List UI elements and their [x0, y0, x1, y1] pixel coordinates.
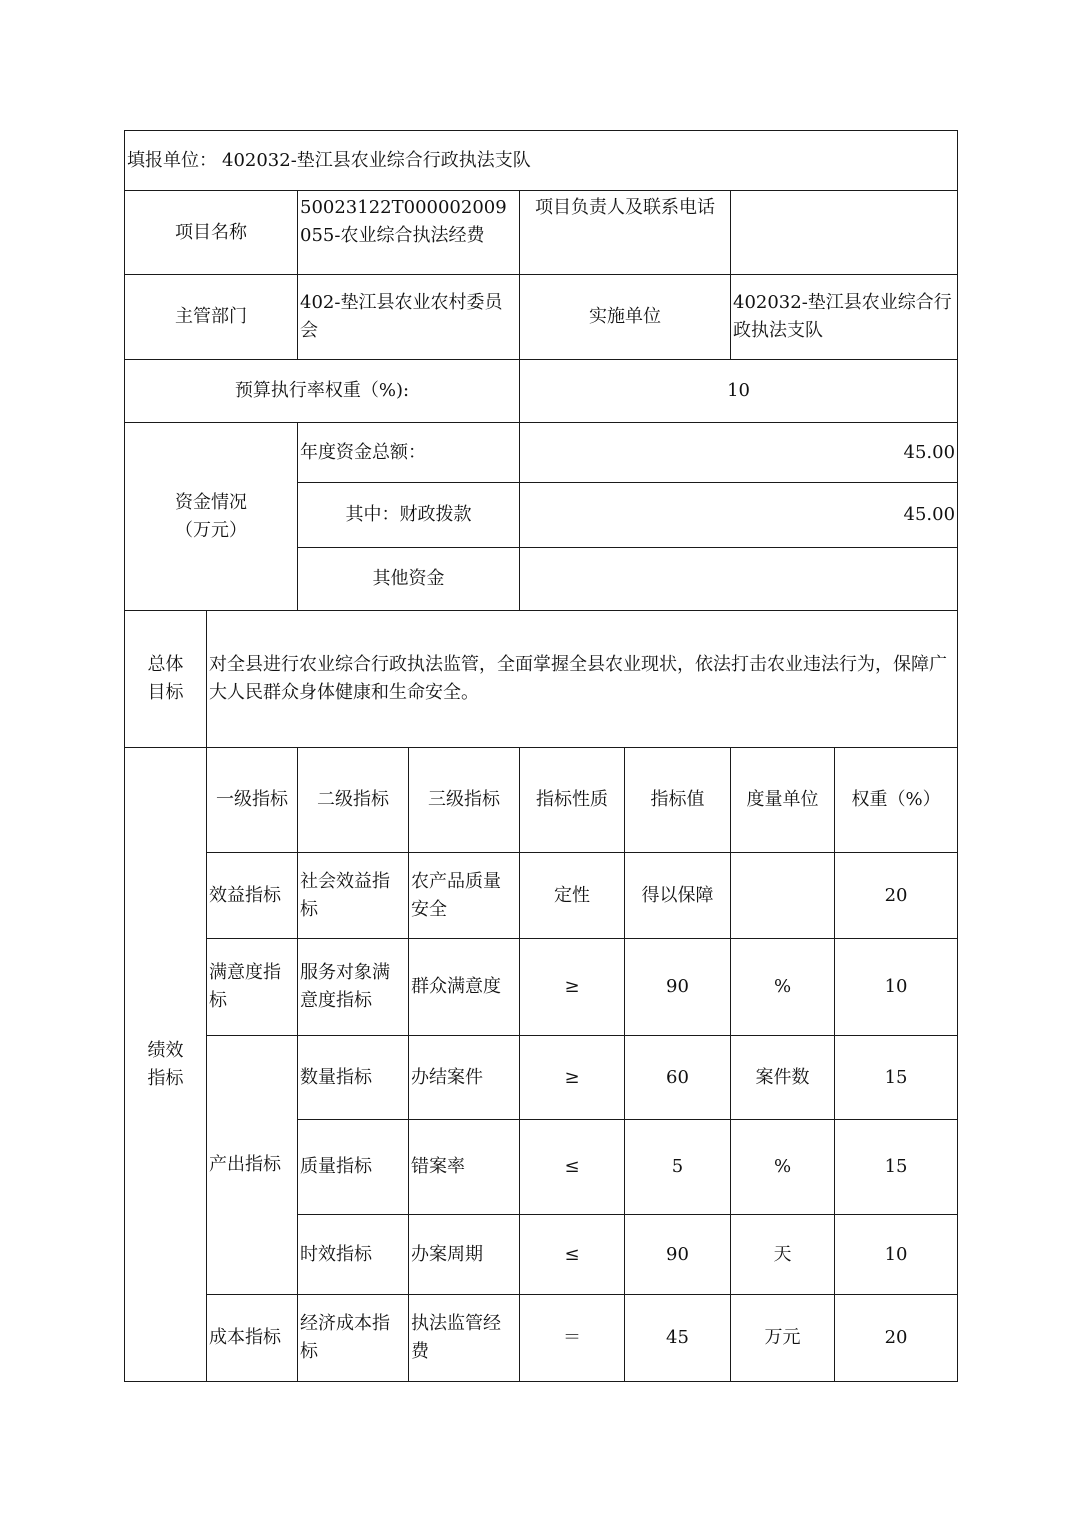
table-row [125, 853, 958, 939]
header-nature: 指标性质 [520, 748, 625, 853]
overall-goal-text: 对全县进行农业综合行政执法监管，全面掌握全县农业现状，依法打击农业违法行为，保障广大人民群众身体健康和生命安全。 [207, 611, 958, 748]
funds-label-line1: 资金情况 [175, 491, 247, 513]
overall-goal-label [125, 611, 207, 748]
header-level2: 二级指标 [298, 748, 409, 853]
header-level3: 三级指标 [409, 748, 520, 853]
row-weight: 10 [835, 1215, 958, 1295]
funds-total-label: 年度资金总额： [298, 423, 520, 483]
row-nature: ＝ [520, 1295, 625, 1382]
row-unit: 案件数 [731, 1036, 835, 1120]
row-weight: 20 [835, 1295, 958, 1382]
row-level3: 执法监管经费 [409, 1295, 520, 1382]
reporting-unit-cell [125, 131, 958, 191]
project-leader-label: 项目负责人及联系电话 [520, 191, 731, 275]
table-row [125, 939, 958, 1036]
row-unit: % [731, 1120, 835, 1215]
performance-label-line2: 指标 [147, 1067, 184, 1089]
implementing-unit-label: 实施单位 [520, 275, 731, 360]
row-level3: 办案周期 [409, 1215, 520, 1295]
row-value: 得以保障 [625, 853, 731, 939]
performance-label-line1: 绩效 [147, 1039, 184, 1061]
department-row [125, 275, 958, 360]
row-level2: 数量指标 [298, 1036, 409, 1120]
row-level2: 经济成本指标 [298, 1295, 409, 1382]
reporting-unit-label: 填报单位： [127, 149, 217, 171]
row-value: 90 [625, 1215, 731, 1295]
overall-goal-label-line2: 目标 [147, 682, 184, 703]
header-weight: 权重（%） [835, 748, 958, 853]
row-level2: 质量指标 [298, 1120, 409, 1215]
row-level3: 错案率 [409, 1120, 520, 1215]
department-label: 主管部门 [125, 275, 298, 360]
budget-weight-value: 10 [520, 360, 958, 423]
row-value: 5 [625, 1120, 731, 1215]
header-unit: 度量单位 [731, 748, 835, 853]
row-nature: ≥ [520, 1036, 625, 1120]
project-row [125, 191, 958, 275]
performance-header-row [125, 748, 958, 853]
overall-goal-row [125, 611, 958, 748]
row-level3: 办结案件 [409, 1036, 520, 1120]
row-nature: ≤ [520, 1215, 625, 1295]
row-unit: 天 [731, 1215, 835, 1295]
funds-fiscal-value: 45.00 [520, 483, 958, 548]
header-level1: 一级指标 [207, 748, 298, 853]
table-row [125, 1295, 958, 1382]
funds-label-line2: （万元） [175, 519, 247, 541]
implementing-unit-value: 402032-垫江县农业综合行政执法支队 [731, 275, 958, 360]
overall-goal-label-line1: 总体 [147, 654, 184, 675]
department-value: 402-垫江县农业农村委员会 [298, 275, 520, 360]
row-level3: 农产品质量安全 [409, 853, 520, 939]
row-nature: 定性 [520, 853, 625, 939]
row-unit [731, 853, 835, 939]
funds-other-label: 其他资金 [298, 548, 520, 611]
row-unit: % [731, 939, 835, 1036]
project-name-label: 项目名称 [125, 191, 298, 275]
row-weight: 15 [835, 1120, 958, 1215]
reporting-unit-value: 402032-垫江县农业综合行政执法支队 [222, 149, 531, 171]
budget-weight-label: 预算执行率权重（%): [125, 360, 520, 423]
funds-other-value [520, 548, 958, 611]
row-weight: 10 [835, 939, 958, 1036]
funds-label [125, 423, 298, 611]
row-level2: 服务对象满意度指标 [298, 939, 409, 1036]
row-value: 90 [625, 939, 731, 1036]
table-row [125, 1036, 958, 1120]
row-level2: 时效指标 [298, 1215, 409, 1295]
row-weight: 20 [835, 853, 958, 939]
form-table [124, 130, 958, 1382]
performance-target-form [124, 130, 957, 1382]
reporting-unit-row [125, 131, 958, 191]
row-weight: 15 [835, 1036, 958, 1120]
row-level3: 群众满意度 [409, 939, 520, 1036]
row-unit: 万元 [731, 1295, 835, 1382]
row-nature: ≤ [520, 1120, 625, 1215]
header-value: 指标值 [625, 748, 731, 853]
row-level1: 成本指标 [207, 1295, 298, 1382]
row-level1: 满意度指标 [207, 939, 298, 1036]
row-level1: 效益指标 [207, 853, 298, 939]
row-level2: 社会效益指标 [298, 853, 409, 939]
row-value: 45 [625, 1295, 731, 1382]
performance-label [125, 748, 207, 1382]
row-nature: ≥ [520, 939, 625, 1036]
budget-row [125, 360, 958, 423]
funds-total-row [125, 423, 958, 483]
project-leader-value [731, 191, 958, 275]
row-level1: 产出指标 [207, 1036, 298, 1295]
funds-total-value: 45.00 [520, 423, 958, 483]
funds-fiscal-label: 其中：财政拨款 [298, 483, 520, 548]
row-value: 60 [625, 1036, 731, 1120]
project-name-value: 50023122T000002009055-农业综合执法经费 [298, 191, 520, 275]
